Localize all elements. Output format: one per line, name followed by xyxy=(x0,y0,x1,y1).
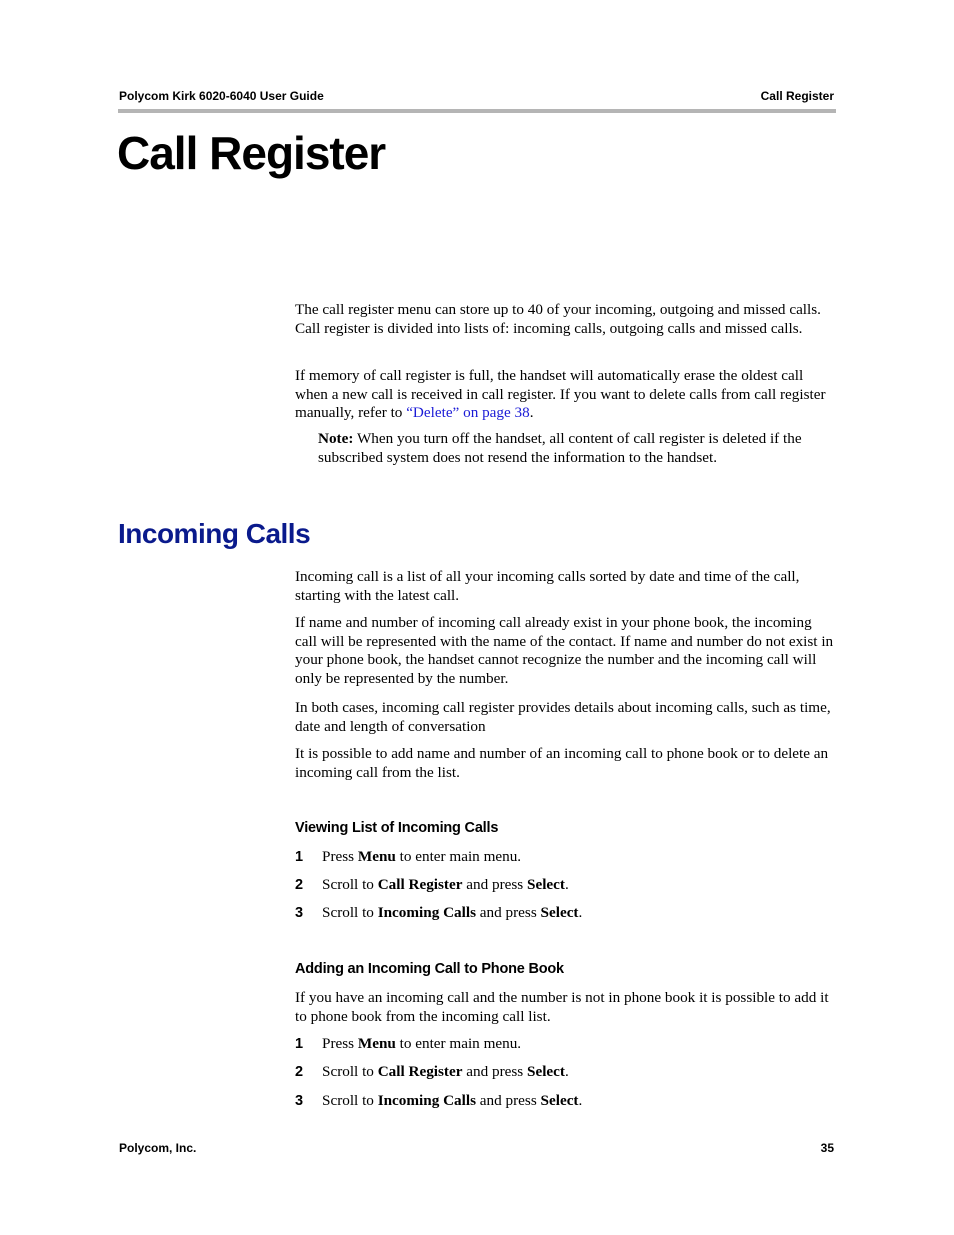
incoming-paragraph-2: If name and number of incoming call already exist in your phone book, the incoming call will be represented with the name of the contact. If name and number do not exist in your phone book, the handset cannot recognize the number and the incoming call will only be represented by the number. xyxy=(295,614,834,687)
menu-item-label: Incoming Calls xyxy=(377,904,476,921)
intro-paragraph-1: The call register menu can store up to 40 of your incoming, outgoing and missed calls. Call register is divided into lists of: incoming calls, outgoing calls and missed calls. xyxy=(295,301,821,337)
step-number: 2 xyxy=(295,1064,304,1080)
adding-heading: Adding an Incoming Call to Phone Book xyxy=(295,961,564,977)
running-header-section: Call Register xyxy=(760,89,834,103)
step-text: Scroll to xyxy=(322,876,378,893)
delete-page-link[interactable]: “Delete” on page 38 xyxy=(406,404,530,422)
step-text: Scroll to xyxy=(322,904,378,921)
intro-paragraph-2-text: If memory of call register is full, the handset will automatically erase the oldest call when a new call is received in call register. If you want to delete calls from call register manually, refer to xyxy=(295,367,826,422)
incoming-paragraph-4: It is possible to add name and number of an incoming call to phone book or to delete an incoming call from the list. xyxy=(295,745,829,781)
incoming-calls-heading: Incoming Calls xyxy=(118,518,311,549)
step-text: Scroll to xyxy=(322,1063,378,1080)
running-header-title: Polycom Kirk 6020-6040 User Guide xyxy=(119,89,324,103)
header-rule xyxy=(118,109,836,113)
menu-item-label: Call Register xyxy=(377,876,463,893)
note-label: Note: xyxy=(318,430,354,447)
menu-key-label: Menu xyxy=(357,1035,396,1052)
step-number: 3 xyxy=(295,1093,304,1109)
menu-item-label: Call Register xyxy=(377,1063,463,1080)
step-text: Press xyxy=(322,1035,358,1052)
select-key-label: Select xyxy=(527,1063,565,1080)
step-text: to enter main menu. xyxy=(395,1035,522,1052)
menu-item-label: Incoming Calls xyxy=(377,1092,476,1109)
step-text: Scroll to xyxy=(322,1092,378,1109)
step-text: . xyxy=(578,1092,583,1109)
footer-company: Polycom, Inc. xyxy=(119,1141,197,1155)
select-key-label: Select xyxy=(527,876,565,893)
note xyxy=(318,430,838,467)
menu-key-label: Menu xyxy=(357,848,396,865)
step-text: and press xyxy=(462,1063,528,1080)
step-text: . xyxy=(578,904,583,921)
step-text: and press xyxy=(476,1092,541,1109)
note-text: When you turn off the handset, all content of call register is deleted if the subscribed system does not resend the information to the handset. xyxy=(318,430,802,466)
intro-paragraph-2-end: . xyxy=(529,404,534,422)
step-number: 2 xyxy=(295,877,304,893)
step-text: . xyxy=(564,1063,569,1080)
incoming-paragraph-3: In both cases, incoming call register provides details about incoming calls, such as time, date and length of conversation xyxy=(295,699,831,735)
page-number: 35 xyxy=(820,1141,834,1155)
select-key-label: Select xyxy=(540,904,579,921)
step-text: and press xyxy=(476,904,541,921)
step-text: Press xyxy=(322,848,358,865)
page-title: Call Register xyxy=(117,127,386,179)
step-text: . xyxy=(564,876,569,893)
intro-paragraph-2 xyxy=(295,367,835,423)
select-key-label: Select xyxy=(540,1092,579,1109)
step-text: to enter main menu. xyxy=(395,848,522,865)
adding-paragraph: If you have an incoming call and the number is not in phone book it is possible to add it to phone book from the incoming call list. xyxy=(295,989,829,1025)
viewing-heading: Viewing List of Incoming Calls xyxy=(295,820,499,836)
step-number: 1 xyxy=(295,1036,304,1052)
incoming-paragraph-1: Incoming call is a list of all your incoming calls sorted by date and time of the call, starting with the latest call. xyxy=(295,568,800,604)
step-text: and press xyxy=(462,876,528,893)
step-number: 3 xyxy=(295,905,304,921)
step-number: 1 xyxy=(295,849,304,865)
